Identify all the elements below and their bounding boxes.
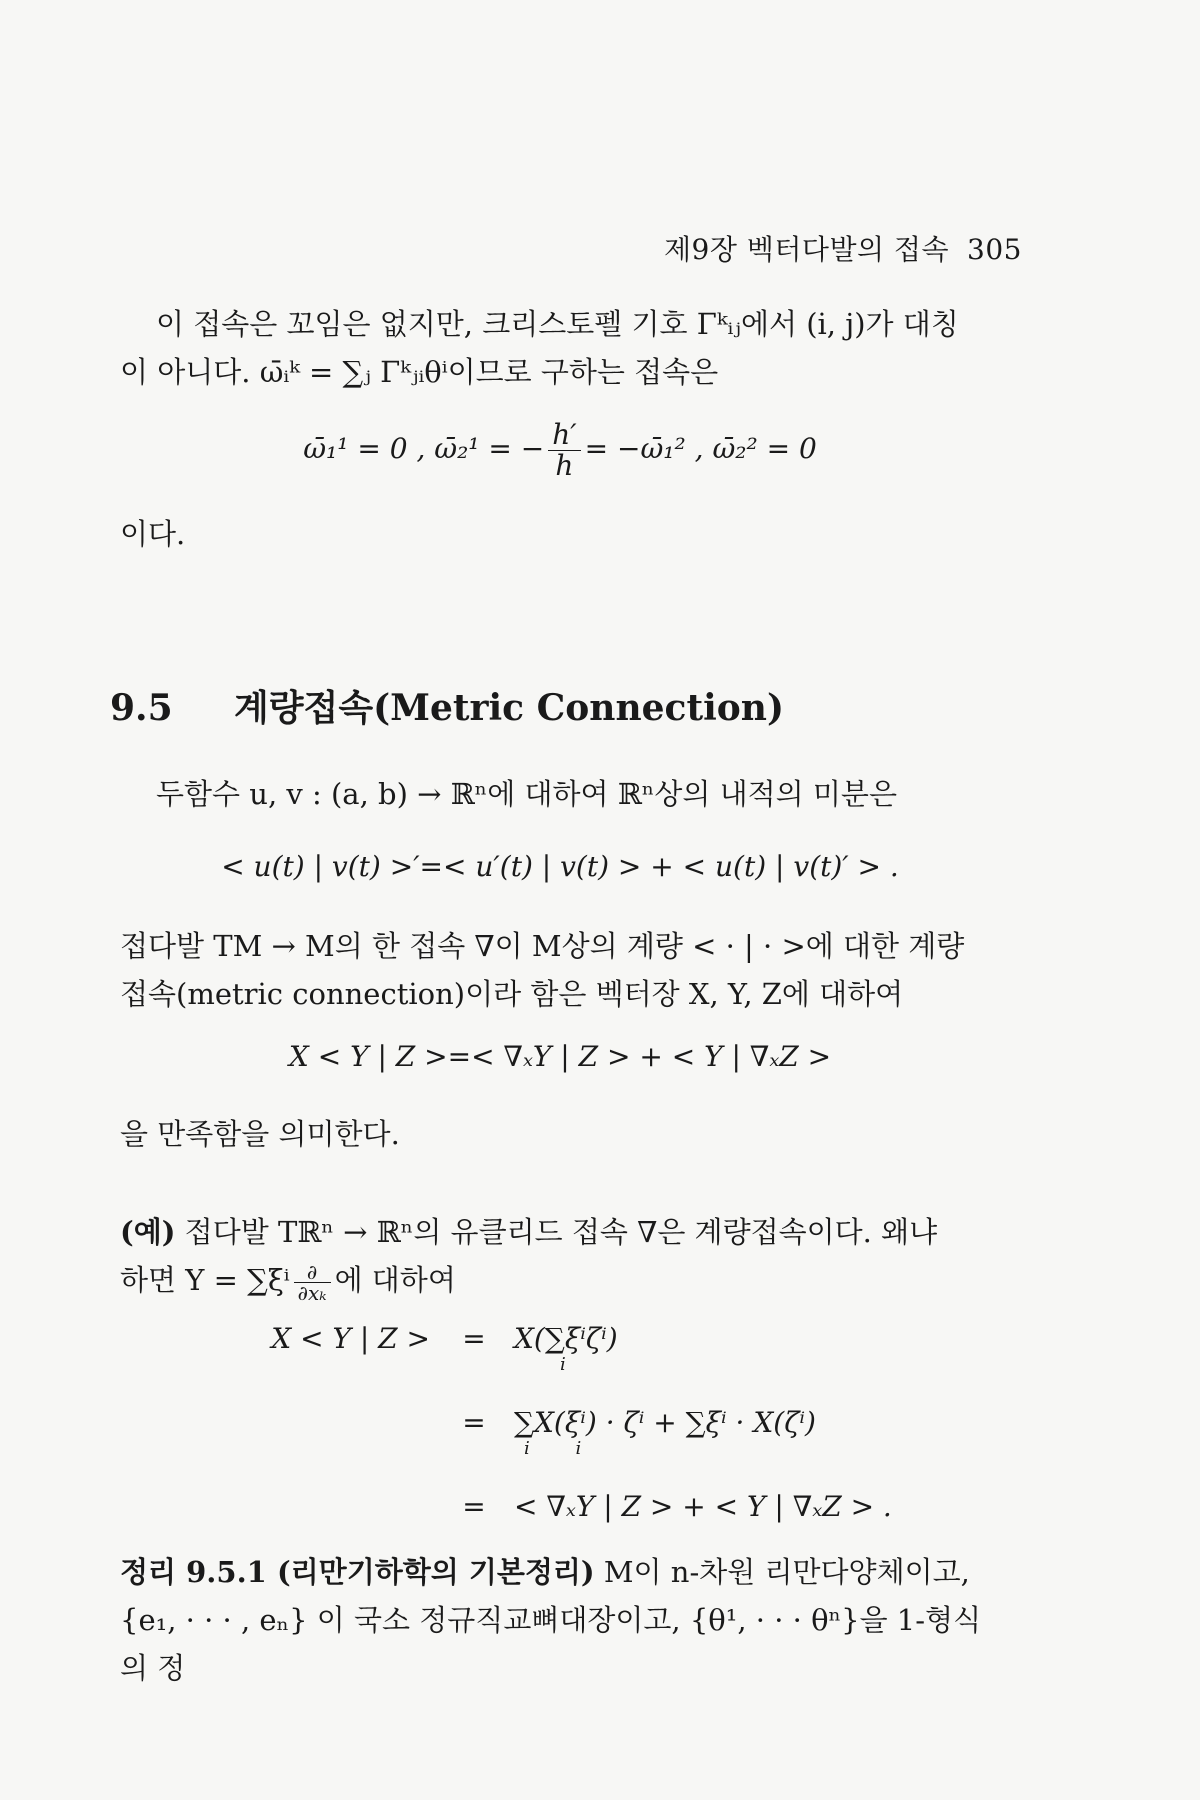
example-paragraph — [120, 1208, 1000, 1304]
partial-denominator: ∂xₖ — [297, 1280, 327, 1305]
example-line-2 — [120, 1256, 1000, 1304]
derivation-lhs — [230, 1406, 454, 1490]
example-label: (예) — [120, 1215, 176, 1249]
paragraph-metric-definition — [120, 922, 1000, 1018]
intro-closing: 이다. — [120, 517, 186, 551]
derivation-equals: = — [462, 1406, 486, 1439]
derivation-rhs-expr: ∑X(ξⁱ) · ζⁱ + ∑ξⁱ · X(ζⁱ) — [514, 1406, 816, 1439]
metric-def-line-1: 접다발 TM → M의 한 접속 ∇이 M상의 계량 < · | · >에 대한 계량 — [120, 929, 965, 963]
metric-def-line-2: 접속(metric connection)이라 함은 벡터장 X, Y, Z에 대하여 — [120, 977, 904, 1011]
theorem-heading: 정리 9.5.1 (리만기하학의 기본정리) — [120, 1555, 595, 1589]
example-derivation — [230, 1322, 892, 1574]
theorem-line-1-rest: M이 n-차원 리만다양체이고, — [594, 1555, 970, 1589]
derivation-row — [230, 1322, 892, 1406]
fraction-denominator: h — [555, 449, 574, 482]
metric-condition-equation: X < Y | Z >=< ∇ₓY | Z > + < Y | ∇ₓZ > — [288, 1040, 832, 1073]
intro-line-1: 이 접속은 꼬임은 없지만, 크리스토펠 기호 Γᵏᵢⱼ에서 (i, j)가 대칭 — [156, 307, 959, 341]
section-heading — [110, 680, 784, 731]
section-title: 계량접속(Metric Connection) — [234, 687, 784, 729]
paragraph-inner-product: 두함수 u, v : (a, b) → ℝⁿ에 대하여 ℝⁿ상의 내적의 미분은 — [156, 777, 897, 811]
intro-equation — [120, 420, 1000, 481]
intro-paragraph — [120, 300, 1000, 396]
derivation-equals: = — [462, 1490, 486, 1523]
example-line-2-a: 하면 Y = ∑ξⁱ — [120, 1263, 290, 1297]
fraction-numerator: h′ — [548, 420, 580, 451]
theorem-line-2: {e₁, · · · , eₙ} 이 국소 정규직교뼈대장이고, {θ¹, · · · θⁿ}을 1-형식의 정 — [120, 1603, 982, 1685]
derivation-lhs: X < Y | Z > — [271, 1322, 430, 1355]
theorem-paragraph — [120, 1548, 1000, 1692]
intro-eq-part1: ω̄₁¹ = 0 , ω̄₂¹ = − — [303, 432, 545, 465]
example-line-2-b: 에 대하여 — [334, 1263, 456, 1297]
running-header — [664, 228, 1022, 268]
example-line-1 — [120, 1208, 1000, 1256]
partial-fraction — [294, 1259, 331, 1305]
derivation-rhs-expr: X(∑ξⁱζⁱ) — [514, 1322, 618, 1355]
theorem-line-1 — [120, 1548, 1000, 1596]
sum-index: i — [560, 1354, 566, 1375]
intro-eq-part2: = −ω̄₁² , ω̄₂² = 0 — [584, 432, 817, 465]
section-number: 9.5 — [110, 687, 173, 729]
derivation-rhs: < ∇ₓY | Z > + < Y | ∇ₓZ > . — [514, 1490, 892, 1523]
page-number: 305 — [967, 233, 1022, 266]
partial-numerator: ∂ — [294, 1262, 331, 1283]
derivation-row — [230, 1406, 892, 1490]
sum-index: i i — [524, 1438, 582, 1459]
chapter-title: 제9장 벡터다발의 접속 — [663, 233, 950, 266]
metric-def-closing: 을 만족함을 의미한다. — [120, 1117, 400, 1151]
example-text: 접다발 Tℝⁿ → ℝⁿ의 유클리드 접속 ∇은 계량접속이다. 왜냐 — [175, 1215, 938, 1249]
derivation-rhs — [494, 1322, 892, 1406]
inner-product-equation: < u(t) | v(t) >′=< u′(t) | v(t) > + < u(t) | v(t)′ > . — [221, 850, 899, 883]
intro-line-2: 이 아니다. ω̄ᵢᵏ = ∑ⱼ Γᵏⱼᵢθⁱ이므로 구하는 접속은 — [120, 355, 719, 389]
derivation-rhs — [494, 1406, 892, 1490]
derivation-equals: = — [462, 1322, 486, 1355]
intro-eq-fraction — [548, 420, 580, 481]
